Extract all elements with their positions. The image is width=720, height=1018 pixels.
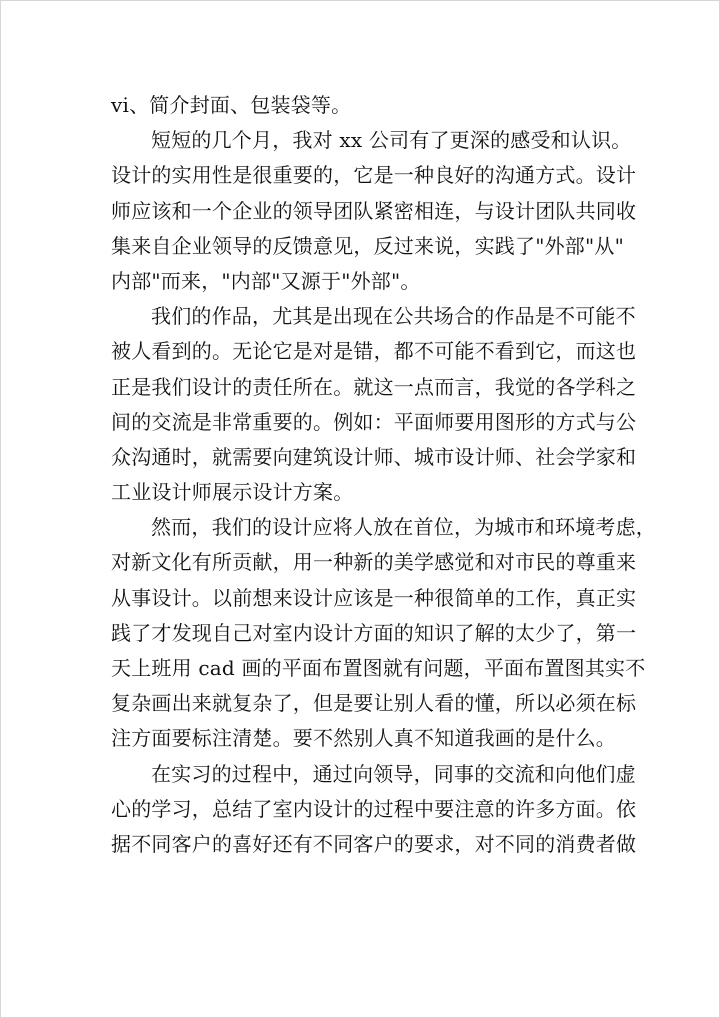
text-line: 然而，我们的设计应将人放在首位，为城市和环境考虑， — [151, 515, 656, 540]
text-line: 正是我们设计的责任所在。就这一点而言，我觉的各学科之 — [111, 374, 637, 399]
text-line: 工业设计师展示设计方案。 — [111, 480, 354, 505]
text-line: 心的学习，总结了室内设计的过程中要注意的许多方面。依 — [111, 796, 637, 821]
text-line: 天上班用 cad 画的平面布置图就有问题，平面布置图其实不 — [111, 656, 646, 680]
text-line: 内部"而来，"内部"又源于"外部"。 — [111, 268, 421, 293]
text-line: 被人看到的。无论它是对是错，都不可能不看到它，而这也 — [111, 339, 637, 364]
paragraph-4 — [111, 510, 656, 756]
text-line: 从事设计。以前想来设计应该是一种很简单的工作，真正实 — [111, 585, 637, 610]
text-line: 据不同客户的喜好还有不同客户的要求，对不同的消费者做 — [111, 831, 637, 856]
text-line: 在实习的过程中，通过向领导，同事的交流和向他们虚 — [151, 761, 636, 786]
paragraph-3 — [111, 299, 637, 510]
text-line: vi、简介封面、包装袋等。 — [111, 93, 352, 117]
text-line: 间的交流是非常重要的。例如：平面师要用图形的方式与公 — [111, 409, 637, 434]
text-line: 对新文化有所贡献，用一种新的美学感觉和对市民的尊重来 — [111, 550, 637, 575]
text-line: 践了才发现自己对室内设计方面的知识了解的太少了，第一 — [111, 620, 637, 645]
paragraph-5 — [111, 757, 637, 863]
paragraph-1 — [111, 88, 631, 123]
text-line: 集来自企业领导的反馈意见，反过来说，实践了"外部"从" — [111, 233, 624, 258]
text-line: 设计的实用性是很重要的，它是一种良好的沟通方式。设计 — [111, 163, 637, 188]
text-line: 短短的几个月，我对 xx 公司有了更深的感受和认识。 — [151, 128, 632, 153]
text-line: 我们的作品，尤其是出现在公共场合的作品是不可能不 — [151, 304, 636, 329]
text-line: 复杂画出来就复杂了，但是要让别人看的懂，所以必须在标 — [111, 691, 637, 716]
body-text — [111, 88, 656, 862]
paragraph-2 — [111, 123, 637, 299]
text-line: 众沟通时，就需要向建筑设计师、城市设计师、社会学家和 — [111, 444, 637, 469]
text-line: 注方面要标注清楚。要不然别人真不知道我画的是什么。 — [111, 726, 616, 751]
text-line: 师应该和一个企业的领导团队紧密相连，与设计团队共同收 — [111, 198, 637, 223]
